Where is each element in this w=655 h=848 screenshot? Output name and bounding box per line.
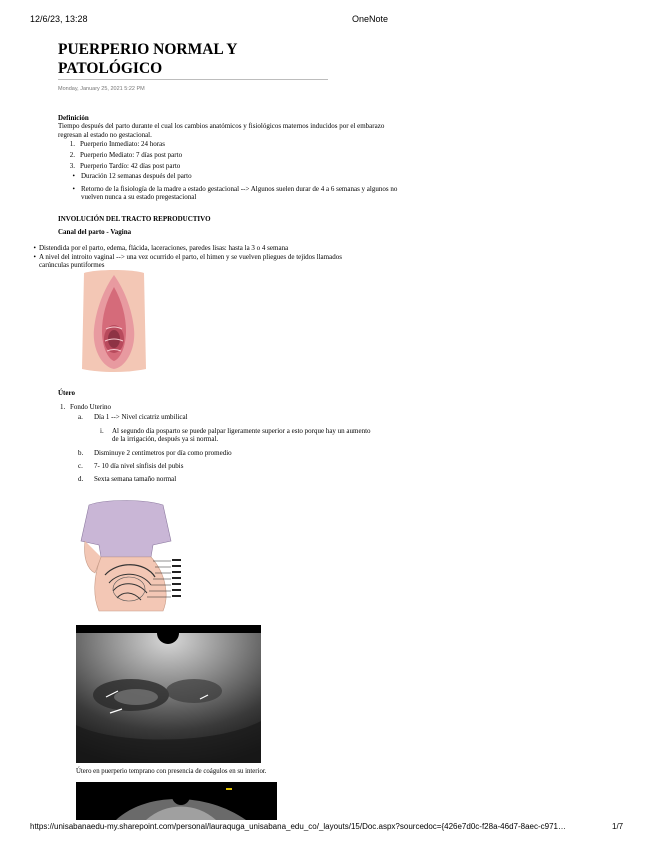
fondo-sublist: [78, 413, 378, 421]
list-item: a. Día 1 --> Nivel cicatriz umbilical: [78, 413, 188, 422]
list-item: c. 7- 10 día nivel sínfisis del pubis: [78, 462, 184, 471]
list-item: • A nivel del introito vaginal --> una vez ocurrido el parto, el himen y se vuelven pliegues de tejidos llamados carúnculas puntiformes: [33, 252, 342, 269]
list-item: 2. Puerperio Mediato: 7 días post parto: [69, 151, 183, 160]
page-title: PUERPERIO NORMAL Y PATOLÓGICO: [58, 40, 328, 80]
list-item: • Retorno de la fisiología de la madre a estado gestacional --> Algunos suelen durar de 4 a 6 semanas y algunos no vuelven nunca a su estado pregestacional: [72, 184, 398, 201]
list-item: b. Disminuye 2 centímetros por día como promedio: [78, 449, 232, 458]
list-item: i. Al segundo día posparto se puede palpar ligeramente superior a esto porque hay un aumento de la irrigación, después ya si normal.: [100, 426, 371, 443]
canal-heading: Canal del parto - Vagina: [58, 228, 132, 237]
canal-bullets: [28, 244, 368, 269]
fondo-sublist-rest: [78, 449, 378, 484]
list-item: • Duración 12 semanas después del parto: [72, 172, 192, 181]
list-item: 3. Puerperio Tardío: 42 días post parto: [69, 162, 181, 171]
definicion-bullets: [58, 172, 398, 201]
list-item: • Distendida por el parto, edema, flácida, laceraciones, paredes lisas: hasta la 3 o 4 semana: [33, 244, 289, 253]
stages-list: [58, 140, 398, 171]
app-name: OneNote: [352, 14, 389, 24]
page-number: 1/7: [612, 822, 624, 831]
fondo-uterino-item: 1. Fondo Uterino: [60, 403, 112, 412]
ultrasound-image-1: [76, 625, 261, 763]
utero-heading: Útero: [58, 389, 75, 397]
fundus-height-illustration: [75, 497, 185, 615]
print-datetime: 12/6/23, 13:28: [30, 14, 88, 24]
page-content: [33, 40, 398, 269]
page-timestamp: Monday, January 25, 2021 5:22 PM: [58, 86, 145, 92]
definicion-text: Tiempo después del parto durante el cual los cambios anatómicos y fisiológicos maternos inducidos por el embarazo regresan al estado no gestacional.: [58, 122, 385, 139]
ultrasound-caption: Útero en puerperio temprano con presencia de coágulos en su interior.: [76, 768, 267, 775]
list-item: 1. Puerperio Inmediato: 24 horas: [69, 139, 165, 148]
ultrasound-image-2: [76, 782, 277, 820]
vaginal-canal-illustration: [76, 269, 152, 373]
utero-section: [58, 389, 378, 484]
definicion-heading: Definición: [58, 114, 89, 123]
footer-url: https://unisabanaedu-my.sharepoint.com/personal/lauraquga_unisabana_edu_co/_layouts/15/Doc.aspx?sourcedoc={426e7d0c-f28a-46d7-8aec-c971…: [30, 822, 566, 831]
list-item: d. Sexta semana tamaño normal: [78, 475, 177, 484]
involucion-heading: INVOLUCIÓN DEL TRACTO REPRODUCTIVO: [58, 215, 211, 224]
